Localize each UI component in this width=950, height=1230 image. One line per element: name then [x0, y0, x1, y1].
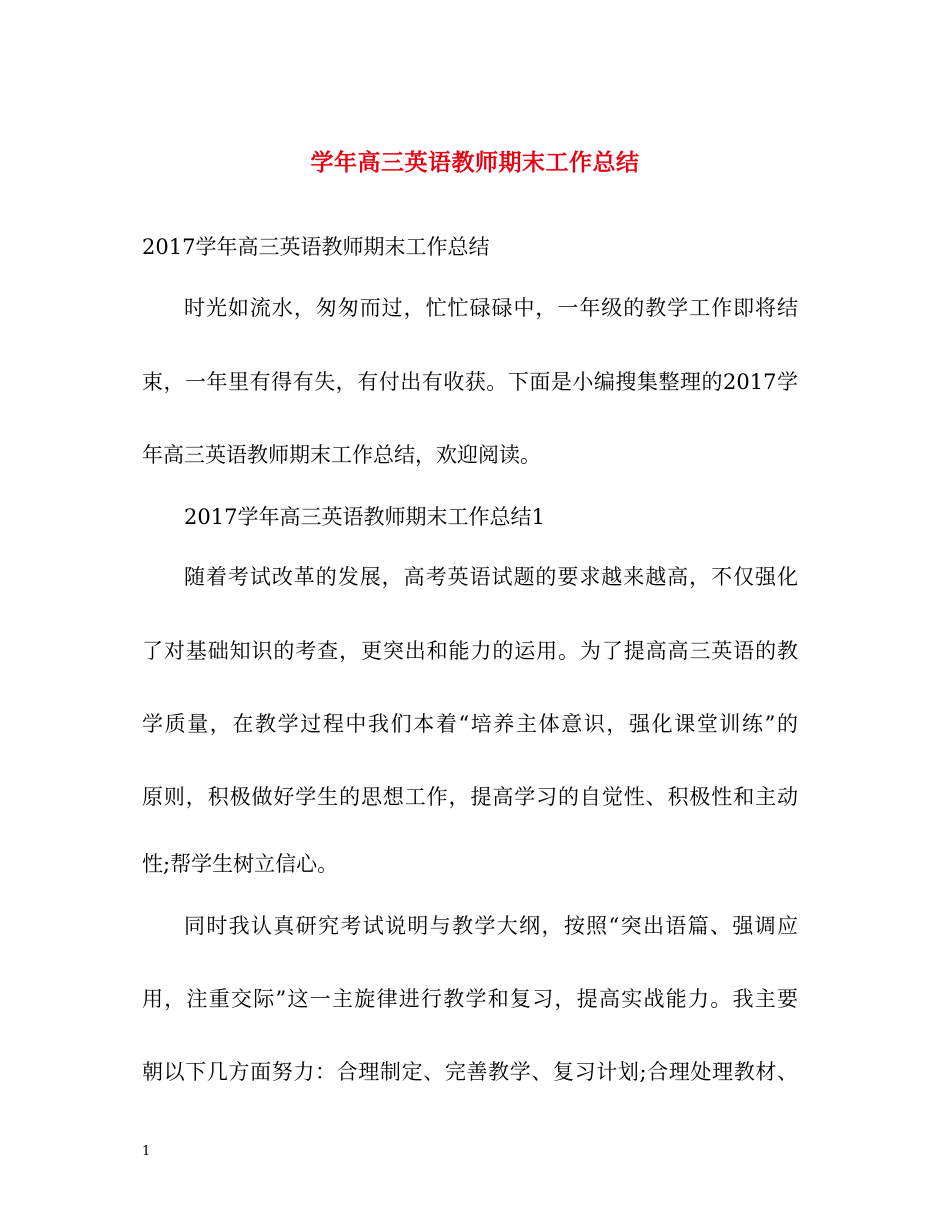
paragraph-line: 用，注重交际”这一主旋律进行教学和复习，提高实战能力。我主要: [142, 987, 798, 1011]
subtitle-line: 2017学年高三英语教师期末工作总结: [142, 235, 490, 259]
paragraph-line: 学质量，在教学过程中我们本着“培养主体意识，强化课堂训练”的: [142, 712, 798, 736]
paragraph-line: 原则，积极做好学生的思想工作，提高学习的自觉性、积极性和主动: [142, 785, 798, 809]
paragraph-line: 朝以下几方面努力：合理制定、完善教学、复习计划;合理处理教材、: [142, 1060, 798, 1084]
paragraph-line: 年高三英语教师期末工作总结，欢迎阅读。: [142, 443, 541, 467]
paragraph-line: 随着考试改革的发展，高考英语试题的要求越来越高，不仅强化: [184, 565, 798, 589]
paragraph-line: 束，一年里有得有失，有付出有收获。下面是小编搜集整理的2017学: [142, 370, 798, 394]
page-number: 1: [142, 1144, 151, 1159]
section-heading: 2017学年高三英语教师期末工作总结1: [184, 505, 545, 529]
paragraph-line: 了对基础知识的考查，更突出和能力的运用。为了提高高三英语的教: [142, 639, 798, 663]
paragraph-line: 同时我认真研究考试说明与教学大纲，按照“突出语篇、强调应: [184, 914, 798, 938]
paragraph-line: 时光如流水，匆匆而过，忙忙碌碌中，一年级的教学工作即将结: [184, 296, 798, 320]
document-title: 学年高三英语教师期末工作总结: [310, 150, 640, 176]
paragraph-line: 性;帮学生树立信心。: [142, 852, 339, 876]
